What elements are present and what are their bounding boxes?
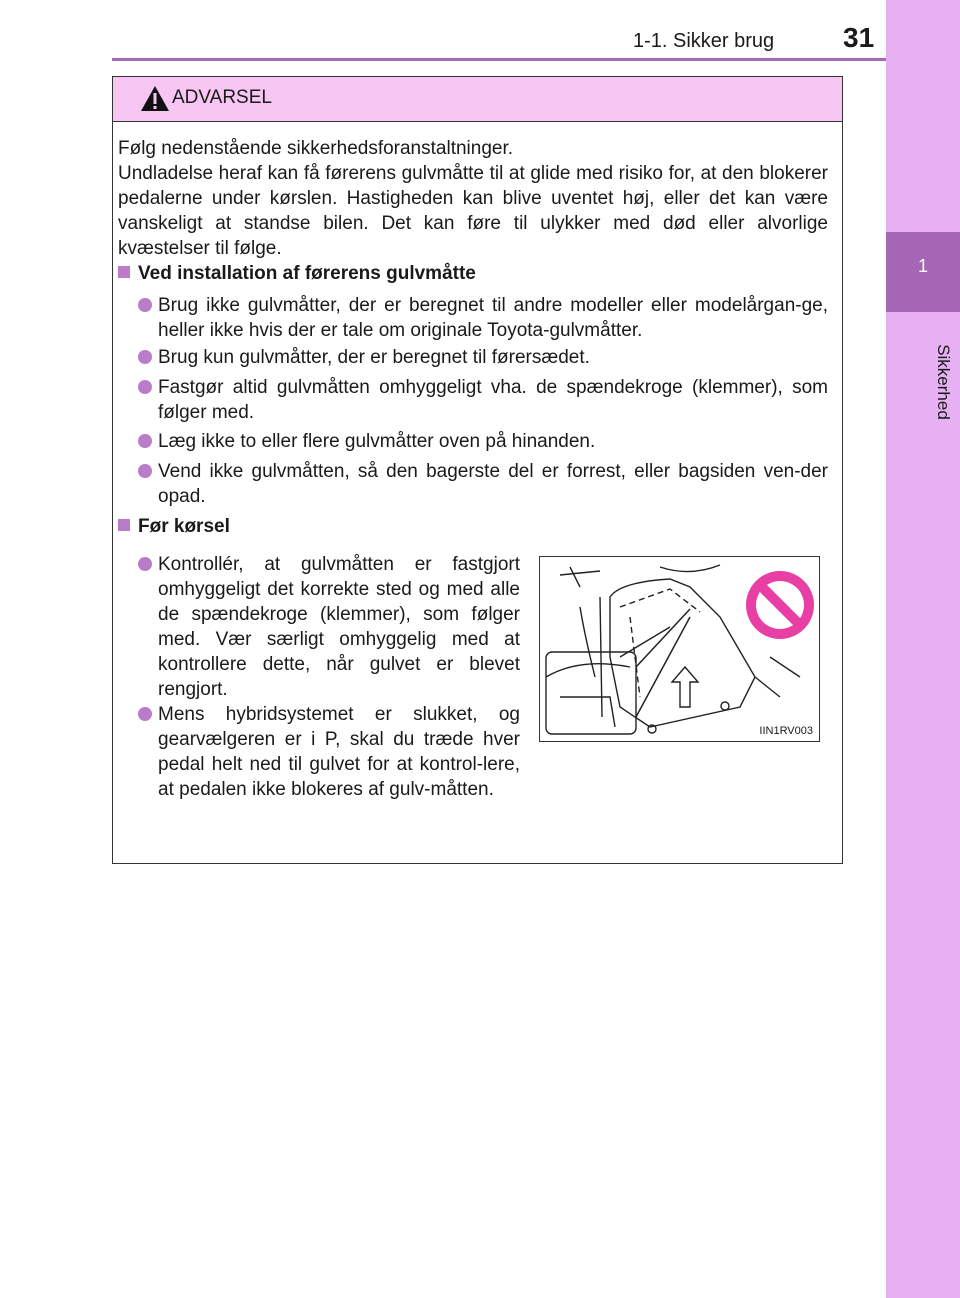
bullet-dot-icon [138,380,152,394]
list-item-text: Mens hybridsystemet er slukket, og gearvælgeren er i P, skal du træde hver pedal helt ned til gulvet for at kontrol-lere, at pedalen ikke blokeres af gulv-måtten. [158,704,520,800]
bullet-dot-icon [138,557,152,571]
warning-triangle-icon [140,85,170,112]
square-bullet-icon [118,266,130,278]
section-heading [118,516,230,538]
section-heading-text: Ved installation af førerens gulvmåtte [138,263,476,284]
section-title: 1-1. Sikker brug [633,30,775,52]
list-item [138,345,828,370]
list-item [138,552,520,702]
list-item-text: Kontrollér, at gulvmåtten er fastgjort omhyggeligt det korrekte sted og med alle de spændekroge (klemmer), som følger med. Vær særligt omhyggelig med at kontrollere dette, når gulvet er blevet rengjort. [158,554,520,700]
bullet-dot-icon [138,707,152,721]
list-item-text: Brug kun gulvmåtter, der er beregnet til førersædet. [158,347,590,368]
list-item-text: Fastgør altid gulvmåtten omhyggeligt vha. de spændekroge (klemmer), som følger med. [158,377,828,423]
list-item [138,293,828,343]
bullet-dot-icon [138,298,152,312]
floor-mat-illustration [539,556,820,742]
prohibition-icon [746,571,814,639]
chapter-number: 1 [917,256,928,276]
list-item [138,375,828,425]
header-rule [112,58,886,61]
side-tab [886,0,960,1298]
bullet-dot-icon [138,464,152,478]
bullet-dot-icon [138,434,152,448]
warning-intro: Følg nedenstående sikkerhedsforanstaltninger. Undladelse heraf kan få førerens gulvmåtte til at glide med risiko for, at den blokerer pedalerne under kørslen. Hastigheden kan blive uventet høj, eller det kan være vanskeligt at standse bilen. Det kan føre til ulykker med død eller alvorlige kvæstelser til følge. [118,138,828,259]
list-item-text: Læg ikke to eller flere gulvmåtter oven på hinanden. [158,431,596,452]
figure-caption: IIN1RV003 [759,725,813,737]
list-item [138,702,520,802]
section-heading [118,263,476,285]
list-item [138,459,828,509]
list-item-text: Vend ikke gulvmåtten, så den bagerste del er forrest, eller bagsiden ven-der opad. [158,461,828,507]
warning-title: ADVARSEL [172,87,272,108]
section-heading-text: Før kørsel [138,516,230,537]
page-number: 31 [843,22,875,53]
floor-mat-drawing [540,557,820,742]
chapter-label: Sikkerhed [933,344,953,420]
warning-header [113,77,842,122]
list-item [138,429,828,454]
bullet-dot-icon [138,350,152,364]
list-item-text: Brug ikke gulvmåtter, der er beregnet til andre modeller eller modelårgan-ge, heller ikke hvis der er tale om originale Toyota-gulvmåtter. [158,295,828,341]
square-bullet-icon [118,519,130,531]
